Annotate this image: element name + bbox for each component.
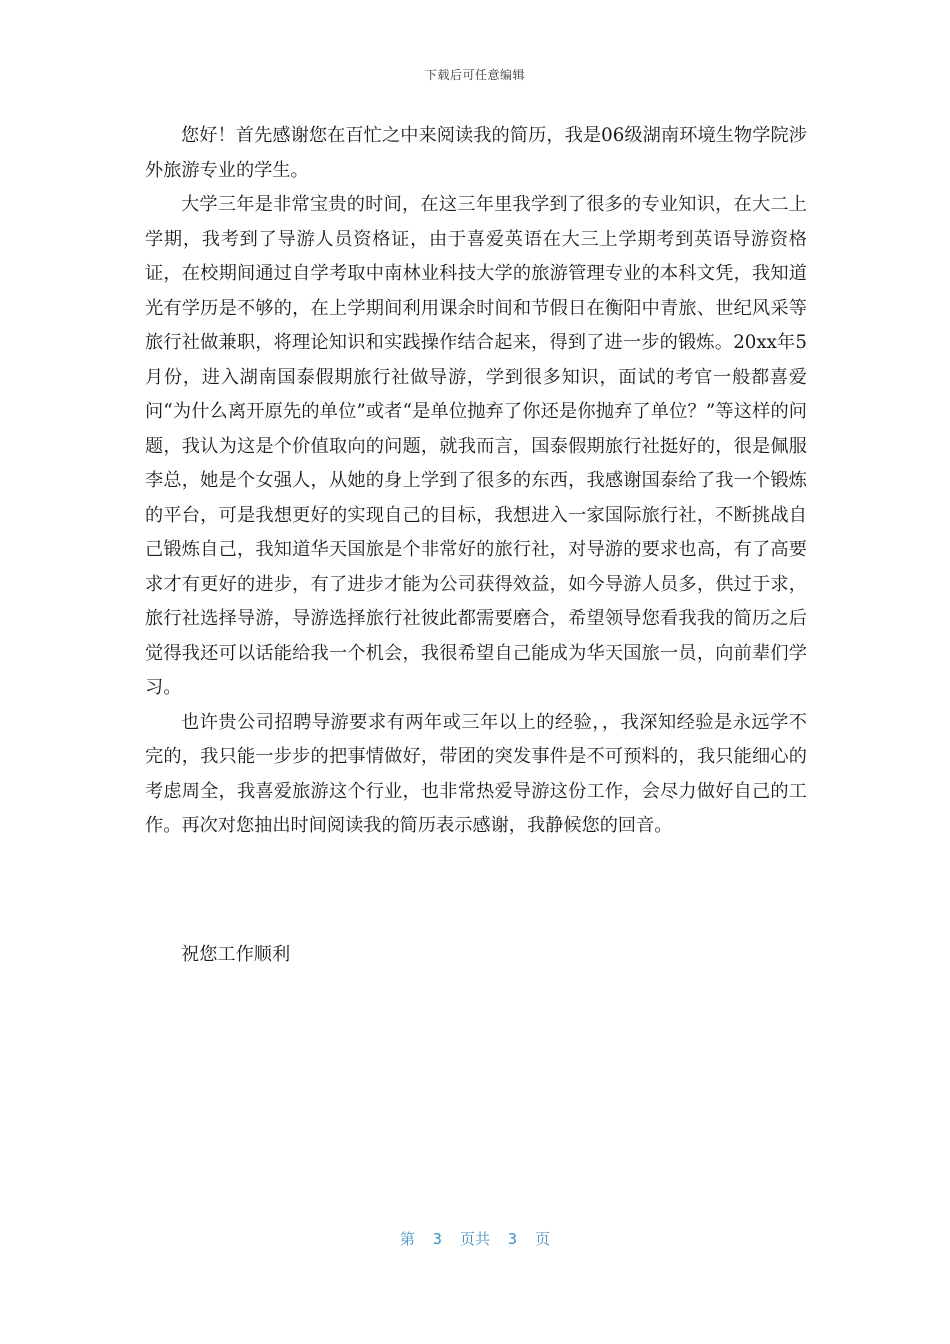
paragraph-conclusion: 也许贵公司招聘导游要求有两年或三年以上的经验，，我深知经验是永远学不完的，我只能一步步的把事情做好，带团的突发事件是不可预料的，我只能细心的考虑周全，我喜爱旅游这个行业，也非常热爱导游这份工作，会尽力做好自己的工作。再次对您抽出时间阅读我的简历表示感谢，我静候您的回音。	[145, 711, 807, 836]
page-header: 下载后可任意编辑	[424, 68, 525, 82]
paragraph-greeting: 您好！首先感谢您在百忙之中来阅读我的简历，我是06级湖南环境生物学院涉外旅游专业的学生。	[145, 125, 807, 181]
paragraph-experience: 大学三年是非常宝贵的时间，在这三年里我学到了很多的专业知识，在大二上学期，我考到了导游人员资格证，由于喜爱英语在大三上学期考到英语导游资格证，在校期间通过自学考取中南林业科技大学的旅游管理专业的本科文凭，我知道光有学历是不够的，在上学期间利用课余时间和节假日在衡阳中青旅、世纪风采等旅行社做兼职，将理论知识和实践操作结合起来，得到了进一步的锻炼。20xx年5月份，进入湖南国泰假期旅行社做导游，学到很多知识，面试的考官一般都喜爱问“为什么离开原先的单位”或者“是单位抛弃了你还是你抛弃了单位？”等这样的问题，我认为这是个价值取向的问题，就我而言，国泰假期旅行社挺好的，很是佩服李总，她是个女强人，从她的身上学到了很多的东西，我感谢国泰给了我一个锻炼的平台，可是我想更好的实现自己的目标，我想进入一家国际旅行社，不断挑战自己锻炼自己，我知道华天国旅是个非常好的旅行社，对导游的要求也高，有了高要求才有更好的进步，有了进步才能为公司获得效益，如今导游人员多，供过于求，旅行社选择导游，导游选择旅行社彼此都需要磨合，希望领导您看我我的简历之后觉得我还可以话能给我一个机会，我很希望自己能成为华天国旅一员，向前辈们学习。	[145, 194, 807, 698]
letter-body	[145, 119, 807, 844]
closing-line: 祝您工作顺利	[181, 944, 291, 965]
page-number: 第 3 页共 3 页	[399, 1230, 551, 1248]
